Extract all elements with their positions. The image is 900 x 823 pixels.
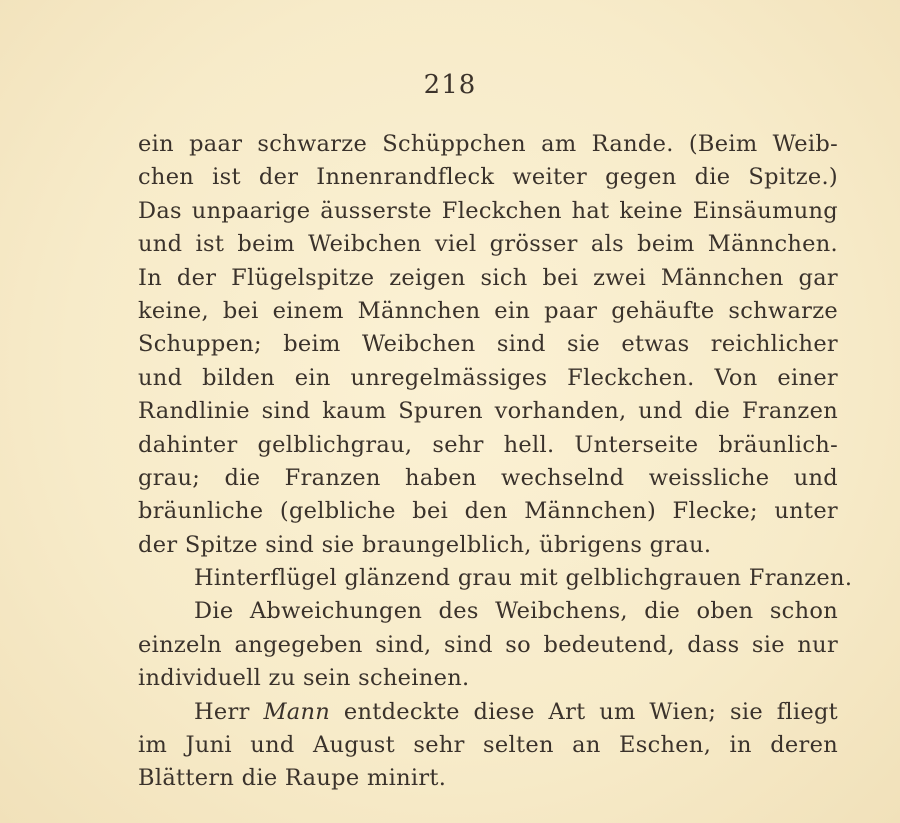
text-line: und ist beim Weibchen viel grösser als beim Männchen. [138, 231, 838, 258]
page-number: 218 [423, 70, 477, 100]
text-line: In der Flügelspitze zeigen sich bei zwei Männchen gar [138, 264, 838, 291]
text-fragment: Herr [194, 698, 250, 725]
text-fragment: entdeckte diese Art um Wien; sie fliegt [343, 698, 839, 725]
text-line: der Spitze sind sie braungelblich, übrigens grau. [138, 531, 712, 558]
text-line: einzeln angegeben sind, sind so bedeutend, dass sie nur [138, 631, 838, 658]
person-name: Mann [263, 698, 331, 725]
text-line: Die Abweichungen des Weibchens, die oben schon [194, 598, 838, 625]
text-line: keine, bei einem Männchen ein paar gehäufte schwarze [138, 297, 838, 324]
text-line: und bilden ein unregelmässiges Fleckchen. Von einer [138, 364, 838, 391]
text-line: Hinterflügel glänzend grau mit gelblichgrauen Franzen. [194, 565, 853, 592]
text-line: Schuppen; beim Weibchen sind sie etwas reichlicher [138, 331, 838, 358]
text-line: Blättern die Raupe minirt. [138, 765, 447, 792]
text-line: dahinter gelblichgrau, sehr hell. Unterseite bräunlich- [138, 431, 838, 458]
text-line: Das unpaarige äusserste Fleckchen hat keine Einsäumung [138, 197, 838, 224]
text-line: bräunliche (gelbliche bei den Männchen) Flecke; unter [138, 498, 838, 525]
text-line: grau; die Franzen haben wechselnd weissliche und [138, 464, 838, 491]
text-line: Randlinie sind kaum Spuren vorhanden, und die Franzen [138, 398, 838, 425]
text-line-with-name [138, 696, 838, 729]
text-line: chen ist der Innenrandfleck weiter gegen die Spitze.) [138, 164, 838, 191]
text-line: ein paar schwarze Schüppchen am Rande. (Beim Weib- [138, 131, 838, 157]
text-line: individuell zu sein scheinen. [138, 665, 470, 692]
text-line: im Juni und August sehr selten an Eschen, in deren [138, 732, 838, 759]
body-text [138, 128, 853, 796]
